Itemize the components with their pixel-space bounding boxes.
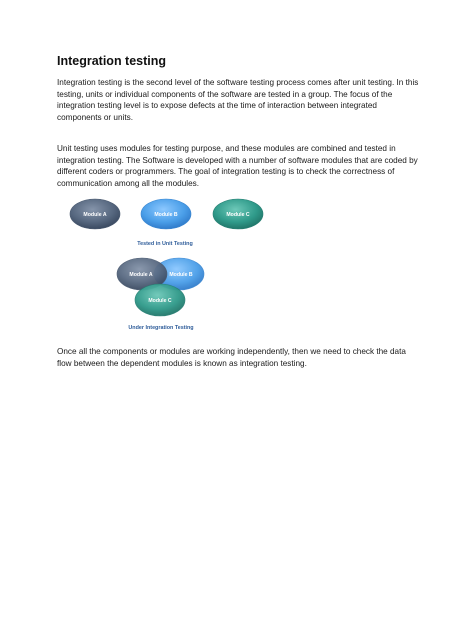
unit-module-a	[70, 199, 120, 229]
integration-module-c	[135, 284, 185, 316]
unit-testing-paragraph: Unit testing uses modules for testing purpose, and these modules are combined and tested in integration testing. The Software is developed with a number of software modules that are coded by different coders or programmers. The goal of integration testing is to check the correctness of communication among all the modules.	[57, 144, 418, 188]
conclusion-paragraph: Once all the components or modules are working independently, then we need to check the data flow between the dependent modules is known as integration testing.	[57, 347, 406, 368]
page-title: Integration testing	[57, 54, 167, 68]
unit-module-c-label: Module C	[226, 212, 250, 218]
integration-module-c-label: Module C	[148, 298, 172, 304]
integration-module-b-label: Module B	[169, 272, 193, 278]
integration-testing-caption: Under Integration Testing	[128, 325, 194, 331]
unit-module-b-label: Module B	[154, 212, 178, 218]
unit-testing-caption: Tested in Unit Testing	[137, 241, 193, 247]
unit-module-a-label: Module A	[83, 212, 107, 218]
unit-module-b	[141, 199, 191, 229]
integration-module-a-label: Module A	[129, 272, 153, 278]
intro-paragraph: Integration testing is the second level of the software testing process comes after unit testing. In this testing, units or individual components of the software are tested in a group. The focus of the integration testing level is to expose defects at the time of interaction between integrated components or units.	[57, 78, 419, 122]
unit-module-c	[213, 199, 263, 229]
